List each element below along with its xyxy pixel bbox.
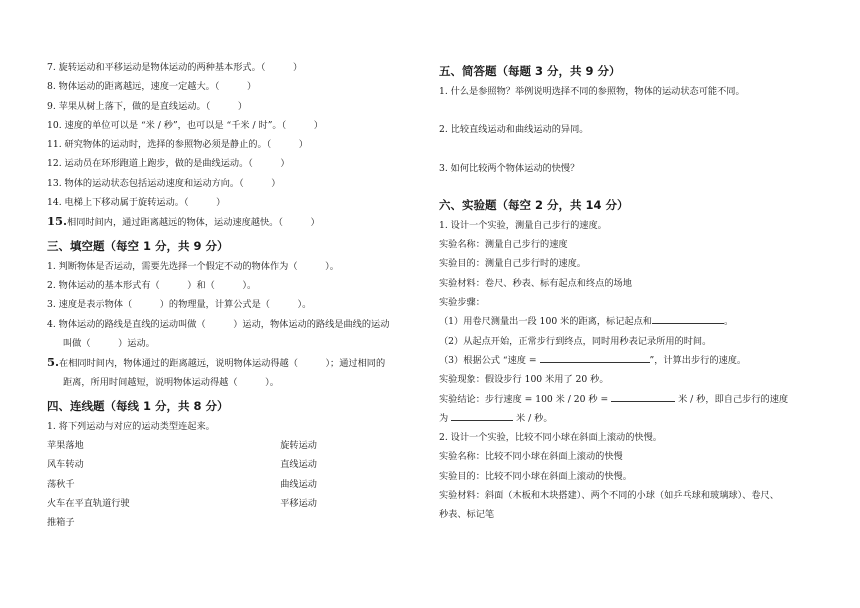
fill-item-2: 2. 物体运动的基本形式有（ ）和（ ）。 xyxy=(47,279,257,291)
fill-item-5-continued: 距离，所用时间越短，说明物体运动得越（ ）。 xyxy=(63,377,279,389)
experiment-2-name: 实验名称：比较不同小球在斜面上滚动的快慢 xyxy=(439,451,623,463)
experiment-1-conclusion-cont xyxy=(439,409,814,428)
short-question-1: 1. 什么是参照物？举例说明选择不同的参照物，物体的运动状态可能不同。 xyxy=(439,86,745,97)
conclusion-prefix: 为 xyxy=(439,412,449,424)
conclusion-text-cont: 米 / 秒，即自己步行的速度 xyxy=(678,393,789,405)
fill-item-4: 4. 物体运动的路线是直线的运动叫做（ ）运动，物体运动的路线是曲线的运动 xyxy=(47,318,390,330)
experiment-1-phenomenon: 实验现象：假设步行 100 米用了 20 秒。 xyxy=(439,374,609,386)
experiment-1-step-2: （2）从起点开始，正常步行到终点，同时用秒表记录所用的时间。 xyxy=(439,335,712,347)
left-column xyxy=(47,58,407,533)
answer-space xyxy=(439,140,814,159)
conclusion-text: 实验结论：步行速度 = 100 米 / 20 秒 = xyxy=(439,393,609,405)
step-1-end: 。 xyxy=(723,316,734,328)
tf-item-11: 11. 研究物体的运动时，选择的参照物必须是静止的。（ ） xyxy=(47,139,308,151)
match-left-3: 荡秋千 xyxy=(47,478,75,490)
fill-item-3: 3. 速度是表示物体（ ）的物理量，计算公式是（ ）。 xyxy=(47,299,312,311)
experiment-2-materials-cont: 秒表、标记笔 xyxy=(439,509,495,521)
match-instruction: 1. 将下列运动与对应的运动类型连起来。 xyxy=(47,420,215,432)
match-left-5: 推箱子 xyxy=(47,517,75,529)
experiment-1-steps: 实验步骤： xyxy=(439,297,485,309)
match-left-1: 苹果落地 xyxy=(47,440,84,452)
experiment-1-purpose: 实验目的：测量自己步行时的速度。 xyxy=(439,258,586,270)
answer-space xyxy=(439,101,814,120)
answer-space xyxy=(439,178,814,192)
tf-item-13: 13. 物体的运动状态包括运动速度和运动方向。（ ） xyxy=(47,177,281,189)
tf-item-8: 8. 物体运动的距离越远，速度一定越大。（ ） xyxy=(47,81,257,93)
item-5-text: 在相同时间内，物体通过的距离越远，说明物体运动得越（ ）；通过相同的 xyxy=(59,358,386,370)
match-left-2: 风车转动 xyxy=(47,459,84,471)
tf-item-7: 7. 旋转运动和平移运动是物体运动的两种基本形式。（ ） xyxy=(47,62,303,73)
short-question-2: 2. 比较直线运动和曲线运动的异同。 xyxy=(439,124,589,136)
tf-item-14: 14. 电梯上下移动属于旋转运动。（ ） xyxy=(47,197,226,209)
answer-blank[interactable] xyxy=(611,392,675,402)
item-15-text: 相同时间内，通过距离越远的物体，运动速度越快。（ ） xyxy=(67,217,320,229)
step-3-end: ”，计算出步行的速度。 xyxy=(649,354,747,366)
item-15-number: 15. xyxy=(47,214,68,229)
item-5-number: 5. xyxy=(47,355,60,370)
fill-item-1: 1. 判断物体是否运动，需要先选择一个假定不动的物体作为（ ）。 xyxy=(47,260,339,272)
section-3-title: 三、填空题（每空 1 分，共 9 分） xyxy=(47,238,229,253)
experiment-2-materials: 实验材料：斜面（木板和木块搭建）、两个不同的小球（如乒乓球和玻璃球）、卷尺、 xyxy=(439,490,779,502)
experiment-1-materials: 实验材料：卷尺、秒表、标有起点和终点的场地 xyxy=(439,277,632,289)
step-3-text: （3）根据公式 “速度 = xyxy=(439,354,537,366)
match-right-3: 曲线运动 xyxy=(280,478,317,490)
match-row-1 xyxy=(47,436,317,455)
step-1-text: （1）用卷尺测量出一段 100 米的距离，标记起点和 xyxy=(439,316,652,328)
match-right-1: 旋转运动 xyxy=(280,440,317,452)
fill-item-5 xyxy=(47,353,407,373)
tf-item-15 xyxy=(47,212,407,232)
answer-blank[interactable] xyxy=(540,353,650,363)
answer-blank[interactable] xyxy=(451,411,513,421)
tf-item-12: 12. 运动员在环形跑道上跑步，做的是曲线运动。（ ） xyxy=(47,158,290,170)
match-right-4: 平移运动 xyxy=(280,497,317,509)
match-right-2: 直线运动 xyxy=(280,459,317,471)
experiment-1-step-1 xyxy=(439,312,814,331)
experiment-1-conclusion xyxy=(439,390,814,409)
conclusion-suffix: 米 / 秒。 xyxy=(516,412,553,424)
right-column xyxy=(439,58,814,525)
experiment-1: 1. 设计一个实验，测量自己步行的速度。 xyxy=(439,219,607,231)
section-5-title: 五、简答题（每题 3 分，共 9 分） xyxy=(439,64,621,78)
experiment-1-step-3 xyxy=(439,351,814,370)
match-row-4 xyxy=(47,494,317,513)
short-question-3: 3. 如何比较两个物体运动的快慢？ xyxy=(439,162,580,174)
answer-blank[interactable] xyxy=(652,314,724,324)
match-row-2 xyxy=(47,455,317,474)
fill-item-4-continued: 叫做（ ）运动。 xyxy=(63,337,155,349)
section-4-title: 四、连线题（每线 1 分，共 8 分） xyxy=(47,398,229,413)
match-row-3 xyxy=(47,475,317,494)
section-6-title: 六、实验题（每空 2 分，共 14 分） xyxy=(439,197,629,212)
match-left-4: 火车在平直轨道行驶 xyxy=(47,497,130,509)
experiment-2: 2. 设计一个实验，比较不同小球在斜面上滚动的快慢。 xyxy=(439,432,662,444)
tf-item-10: 10. 速度的单位可以是 “米 / 秒”，也可以是 “千米 / 时”。（ ） xyxy=(47,119,323,131)
experiment-1-name: 实验名称：测量自己步行的速度 xyxy=(439,239,568,251)
tf-item-9: 9. 苹果从树上落下，做的是直线运动。（ ） xyxy=(47,100,248,112)
experiment-2-purpose: 实验目的：比较不同小球在斜面上滚动的快慢。 xyxy=(439,470,632,482)
